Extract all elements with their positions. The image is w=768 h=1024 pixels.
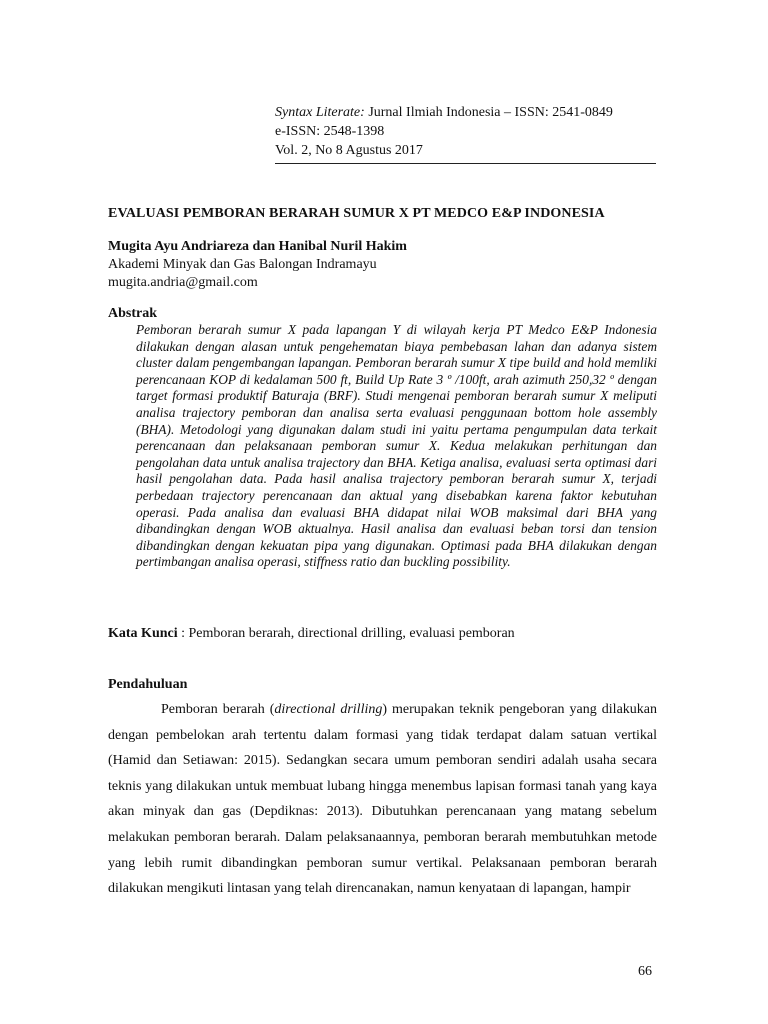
journal-volume: Vol. 2, No 8 Agustus 2017 bbox=[275, 143, 423, 158]
author-names: Mugita Ayu Andriareza dan Hanibal Nuril Hakim bbox=[108, 239, 407, 254]
page-number: 66 bbox=[638, 964, 652, 979]
abstract-heading: Abstrak bbox=[108, 306, 158, 321]
keywords-text: : Pemboran berarah, directional drilling, evaluasi pemboran bbox=[177, 626, 515, 641]
keywords-line bbox=[108, 626, 668, 642]
journal-name: Syntax Literate: bbox=[275, 105, 365, 120]
journal-issn: Jurnal Ilmiah Indonesia – ISSN: 2541-0849 bbox=[364, 105, 613, 120]
abstract-text: Pemboran berarah sumur X pada lapangan Y di wilayah kerja PT Medco E&P Indonesia dilakukan dengan alasan untuk pengehematan biaya pembebasan lahan dan adanya sistem cluster dalam pengembangan lapangan. Pemboran berarah sumur X tipe build and hold memliki perencanaan KOP di kedalaman 500 ft, Build Up Rate 3 º /100ft, arah azimuth 250,32 º dengan target formasi produktif Baturaja (BRF). Studi mengenai pemboran berarah sumur X meliputi analisa trajectory pemboran dan analisa serta evaluasi penggunaan bottom hole assembly (BHA). Metodologi yang digunakan dalam studi ini yaitu pertama pengumpulan data terkait perencanaan dan pelaksanaan pemboran sumur X. Kedua melakukan perhitungan dan pengolahan data untuk analisa trajectory dan BHA. Ketiga analisa, evaluasi serta optimasi dari hasil pengolahan data. Pada hasil analisa trajectory pemboran berarah sumur X, terjadi perbedaan trajectory perencanaan dan aktual yang disebabkan karena faktor kebutuhan operasi. Pada analisa dan evaluasi BHA didapat nilai WOB maksimal dari BHA yang dibandingkan dengan WOB aktualnya. Hasil analisa dan evaluasi beban torsi dan tension dibandingkan dengan kekuatan pipa yang digunakan. Optimasi pada BHA dilakukan dengan pertimbangan analisa operasi, stiffness ratio dan buckling possibility. bbox=[136, 322, 657, 570]
author-block bbox=[108, 238, 668, 292]
paper-title: EVALUASI PEMBORAN BERARAH SUMUR X PT MEDCO E&P INDONESIA bbox=[108, 206, 605, 221]
author-email: mugita.andria@gmail.com bbox=[108, 275, 258, 290]
journal-line bbox=[275, 103, 656, 122]
journal-header bbox=[275, 103, 656, 164]
keywords-label: Kata Kunci bbox=[108, 626, 178, 641]
intro-rest: ) merupakan teknik pengeboran yang dilakukan dengan pembelokan arah tertentu dalam formasi yang tidak terdapat dalam satuan vertikal (Hamid dan Setiawan: 2015). Sedangkan secara umum pemboran sendiri adalah usaha secara teknis yang dilakukan untuk membuat lubang hingga menembus lapisan formasi tanah yang kaya akan minyak dan gas (Depdiknas: 2013). Dibutuhkan perencanaan yang matang sebelum melakukan pemboran berarah. Dalam pelaksanaannya, pemboran berarah membutuhkan metode yang lebih rumit dibandingkan pemboran sumur vertikal. Pelaksanaan pemboran berarah dilakukan mengikuti lintasan yang telah direncanakan, namun kenyataan di lapangan, hampir bbox=[108, 702, 657, 897]
introduction-paragraph bbox=[108, 697, 657, 902]
intro-term: directional drilling bbox=[274, 702, 383, 717]
section-heading-introduction: Pendahuluan bbox=[108, 677, 188, 692]
journal-eissn: e-ISSN: 2548-1398 bbox=[275, 124, 385, 139]
intro-start: Pemboran berarah ( bbox=[161, 702, 275, 717]
author-affiliation: Akademi Minyak dan Gas Balongan Indramayu bbox=[108, 257, 377, 272]
